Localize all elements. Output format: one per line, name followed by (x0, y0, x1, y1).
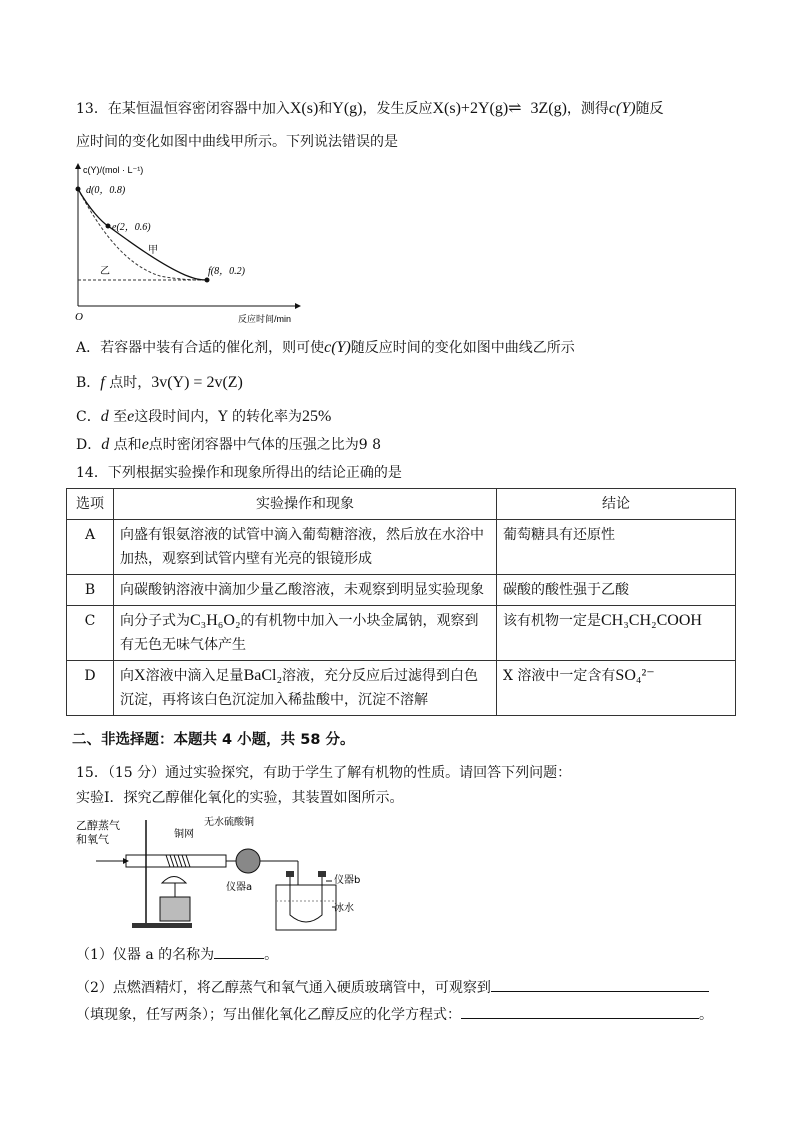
point-d-label: d(0，0.8) (86, 185, 126, 196)
point-f-label: f(8，0.2) (208, 266, 245, 277)
q13-option-b: B．f 点时，3v(Y) = 2v(Z) (76, 374, 243, 391)
curve-yi-label: 乙 (100, 266, 110, 277)
label-copper-mesh: 铜网 (174, 829, 194, 840)
q13-option-a: A．若容器中装有合适的催化剂，则可使c(Y)随反应时间的变化如图中曲线乙所示 (76, 339, 575, 356)
label-cuso4: 无水硫酸铜 (204, 817, 254, 828)
concentration-time-graph (70, 160, 310, 328)
curve-jia-label: 甲 (148, 245, 158, 256)
table-row: B 向碳酸钠溶液中滴加少量乙酸溶液，未观察到明显实验现象 碳酸的酸性强于乙酸 (67, 575, 736, 606)
label-gas1: 乙醇蒸气 (76, 819, 120, 832)
answer-blank-1[interactable] (214, 944, 264, 959)
section-heading: 二、非选择题：本题共 4 小题，共 58 分。 (72, 732, 355, 748)
table-row: C 向分子式为C₃H₆O₂的有机物中加入一小块金属钠，观察到 有无色无味气体产生 该有机物一定是CH₃CH₂COOH (67, 606, 736, 661)
y-axis-label: c(Y)/(mol · L⁻¹) (83, 165, 144, 175)
label-ice-water: 冰水 (334, 903, 354, 914)
header-operation: 实验操作和现象 (114, 489, 497, 520)
q15-sub1: （1）仪器 a 的名称为 。 (76, 944, 278, 965)
label-gas2: 和氧气 (76, 833, 109, 846)
apparatus-diagram (76, 815, 376, 935)
table-row: A 向盛有银氨溶液的试管中滴入葡萄糖溶液，然后放在水浴中 加热，观察到试管内壁有光亮的银镜形成 葡萄糖具有还原性 (67, 520, 736, 575)
curve-yi (78, 189, 207, 280)
point-d (76, 187, 81, 192)
q15-sub2-line2: （填现象，任写两条）；写出催化氧化乙醇反应的化学方程式： 。 (76, 1004, 713, 1025)
curve-jia (78, 189, 207, 280)
answer-blank-3[interactable] (461, 1004, 699, 1019)
experiment-table (66, 488, 736, 716)
origin-label: O (75, 311, 83, 323)
answer-blank-2[interactable] (491, 977, 709, 992)
label-apparatus-b: 仪器b (334, 875, 361, 886)
q13-option-d: D．d 点和e点时密闭容器中气体的压强之比为9 8 (76, 436, 382, 453)
q13-stem-line1: 13．在某恒温恒容密闭容器中加入X(s)和Y(g)，发生反应X(s)+2Y(g)⇌ 3Z(g)，测得c(Y)随反 (76, 100, 664, 117)
header-conclusion: 结论 (497, 489, 736, 520)
q13-option-c: C．d 至e这段时间内，Y 的转化率为25% (76, 408, 332, 425)
q15-sub2-line1: （2）点燃酒精灯，将乙醇蒸气和氧气通入硬质玻璃管中，可观察到 (76, 977, 709, 998)
q13-stem-line2: 应时间的变化如图中曲线甲所示。下列说法错误的是 (76, 134, 398, 150)
q15-stem: 15．（15 分）通过实验探究，有助于学生了解有机物的性质。请回答下列问题： (76, 765, 572, 781)
point-e (106, 224, 111, 229)
table-row: D 向X溶液中滴入足量BaCl₂溶液，充分反应后过滤得到白色 沉淀，再将该白色沉淀加入稀盐酸中，沉淀不溶解 X 溶液中一定含有SO₄²⁻ (67, 661, 736, 716)
x-axis-label: 反应时间/min (238, 314, 292, 324)
header-option: 选项 (67, 489, 114, 520)
q14-stem: 14．下列根据实验操作和现象所得出的结论正确的是 (76, 465, 402, 481)
point-f (205, 278, 210, 283)
q15-experiment-intro: 实验Ⅰ．探究乙醇催化氧化的实验，其装置如图所示。 (76, 790, 404, 806)
point-e-label: e(2，0.6) (112, 222, 151, 233)
table-header-row (67, 489, 736, 520)
label-apparatus-a: 仪器a (226, 882, 253, 893)
